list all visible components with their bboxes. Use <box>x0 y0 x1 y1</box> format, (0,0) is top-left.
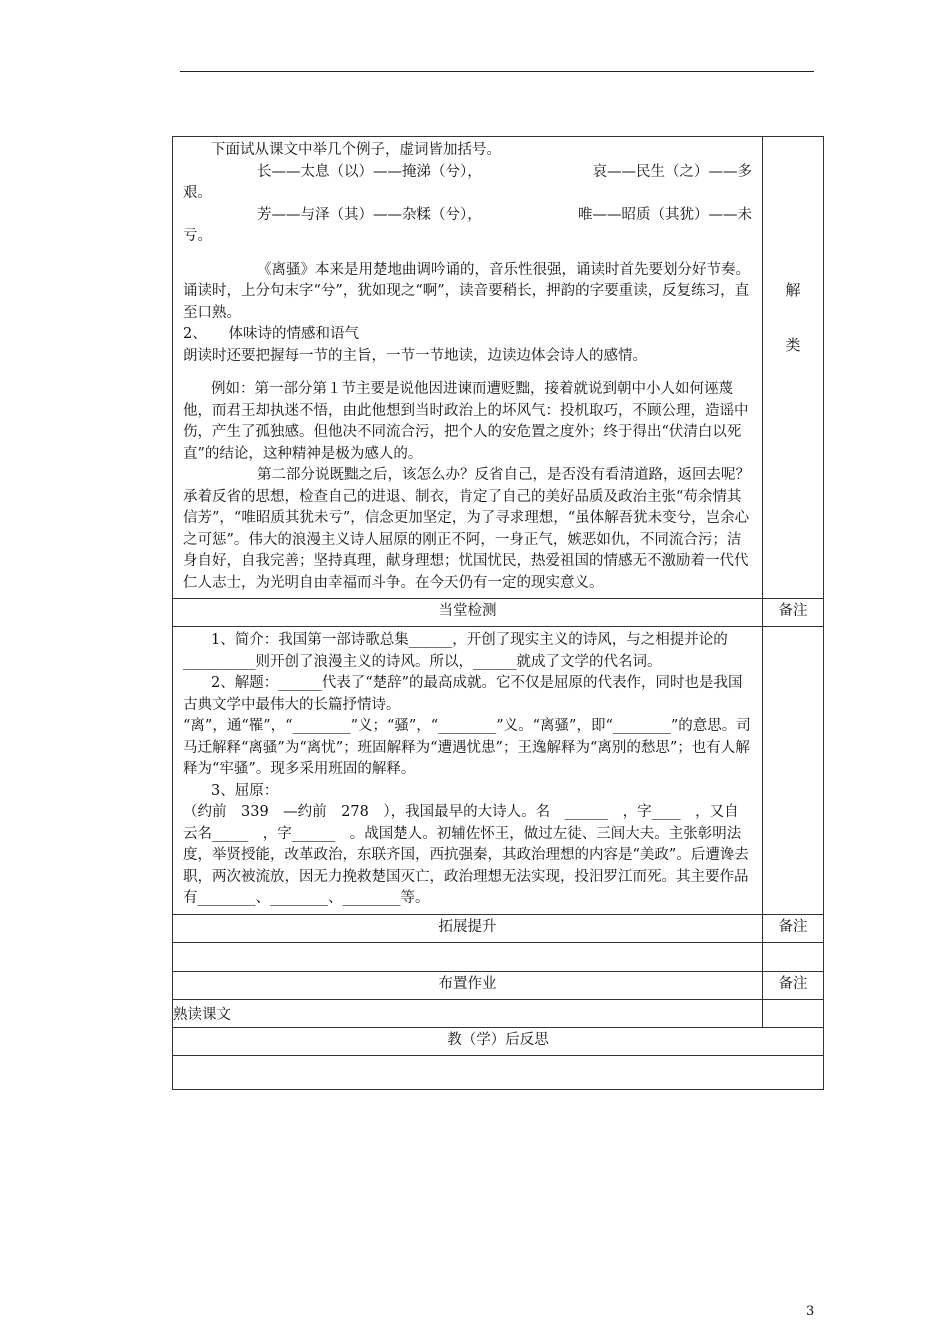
section-extend-note: 备注 <box>763 914 824 942</box>
section-check-title: 当堂检测 <box>173 599 763 627</box>
reflection-content-cell <box>173 1055 824 1089</box>
check-q3-body: （约前 339 —约前 278 ），我国最早的大诗人。名 ______ ，字____ ，又自云名_____ ，字______ 。战国楚人。初辅佐怀王，做过左徒、三闾大夫。主张彰明法度，举贤授能，改革政治，东联齐国，西抗强秦，其政治理想的内容是“美政”。后遭谗去职，两次被流放，因无力挽救楚国灭亡，政治理想无法实现，投汨罗江而死。其主要作品有________、________、________等。 <box>183 804 749 906</box>
example-part1-paragraph: 例如：第一部分第１节主要是说他因进谏而遭贬黜，接着就说到朝中小人如何诬蔑他，而君王却执迷不悟，由此他想到当时政治上的坏风气：投机取巧，不顾公理，造谣中伤，产生了孤独感。但他决不同流合污，把个人的安危置之度外；终于得出“伏清白以死直”的结论，这种精神是极为感人的。 <box>183 381 749 462</box>
example-line-1 <box>183 162 752 184</box>
example-2-left: 芳——与泽（其）——杂糅（兮）， <box>257 206 482 223</box>
section-homework-title: 布置作业 <box>173 971 763 999</box>
lesson-table <box>172 136 824 1090</box>
page-number: 3 <box>806 1304 815 1319</box>
homework-content: 熟读课文 <box>173 999 763 1027</box>
reading-emotion-paragraph: 朗读时还要把握每一节的主旨，一节一节地读，边读边体会诗人的感情。 <box>183 347 647 364</box>
check-note-cell <box>763 627 824 915</box>
side-label-lei: 类 <box>785 336 801 354</box>
side-label-jie: 解 <box>785 281 801 299</box>
example-part2-paragraph: 第二部分说既黜之后，该怎么办？反省自己，是否没有看清道路，返回去呢？承着反省的思想，检查自己的进退、制衣，肯定了自己的美好品质及政治主张“苟余情其信芳”，“唯昭质其犹未亏”，信念更加坚定，为了寻求理想，“虽体解吾犹未变兮，岂余心之可惩”。伟大的浪漫主义诗人屈原的刚正不阿，一身正气，嫉恶如仇，不同流合污；洁身自好，自我完善；坚持真理，献身理想；忧国忧民，热爱祖国的情感无不激励着一代代仁人志士，为光明自由幸福而斗争。在今天仍有一定的现实意义。 <box>183 467 750 591</box>
intro-line: 下面试从课文中举几个例子，虚词皆加括号。 <box>211 142 501 158</box>
example-line-2 <box>183 205 752 227</box>
reading-rhythm-paragraph: 《离骚》本来是用楚地曲调吟诵的，音乐性很强，诵读时首先要划分好节奏。诵读时，上分句末字“兮”，犹如现之“啊”，读音要稍长，押韵的字要重读，反复练习，直至口熟。 <box>183 261 750 321</box>
example-1-wrap: 艰。 <box>183 185 212 201</box>
section-explanation-row <box>173 137 824 599</box>
point-2-heading: 2、 体味诗的情感和语气 <box>183 326 359 342</box>
section-check-row <box>173 627 824 915</box>
section-check-header <box>173 599 824 627</box>
example-2-right: 唯——昭质（其犹）——未 <box>578 206 752 223</box>
section-reflection-title: 教（学）后反思 <box>173 1027 824 1055</box>
example-1-right: 哀——民生（之）——多 <box>592 163 752 180</box>
check-q3-heading: 3、屈原： <box>211 782 279 799</box>
side-label-cell <box>763 137 824 599</box>
section-homework-header <box>173 971 824 999</box>
section-extend-header <box>173 914 824 942</box>
section-reflection-header <box>173 1027 824 1055</box>
check-q1: 1、简介：我国第一部诗歌总集______，开创了现实主义的诗风，与之相提并论的__________则开创了浪漫主义的诗风。所以，______就成了文学的代名词。 <box>183 632 728 670</box>
section-reflection-row <box>173 1055 824 1089</box>
extend-content-cell <box>173 942 763 971</box>
example-1-left: 长——太息（以）——掩涕（兮）， <box>257 163 482 180</box>
homework-note-cell <box>763 999 824 1027</box>
header-rule <box>180 71 814 72</box>
section-homework-row <box>173 999 824 1027</box>
check-q2-explain: “离”，通“罹”，“________”义；“骚”，“________”义。“离骚”，即“________”的意思。司马迁解释“离骚”为“离忧”；班固解释为“遭遇忧患”；王逸解释为“离别的愁思”；也有人解释为“牢骚”。现多采用班固的解释。 <box>183 718 751 777</box>
section-check-note: 备注 <box>763 599 824 627</box>
extend-note-cell <box>763 942 824 971</box>
section-homework-note: 备注 <box>763 971 824 999</box>
check-content-cell <box>173 627 763 915</box>
section-extend-row <box>173 942 824 971</box>
check-q2: 2、解题：______代表了“楚辞”的最高成就。它不仅是屈原的代表作，同时也是我国古典文学中最伟大的长篇抒情诗。 <box>183 675 743 713</box>
section-extend-title: 拓展提升 <box>173 914 763 942</box>
explanation-cell <box>173 137 763 599</box>
example-2-wrap: 亏。 <box>183 228 212 244</box>
